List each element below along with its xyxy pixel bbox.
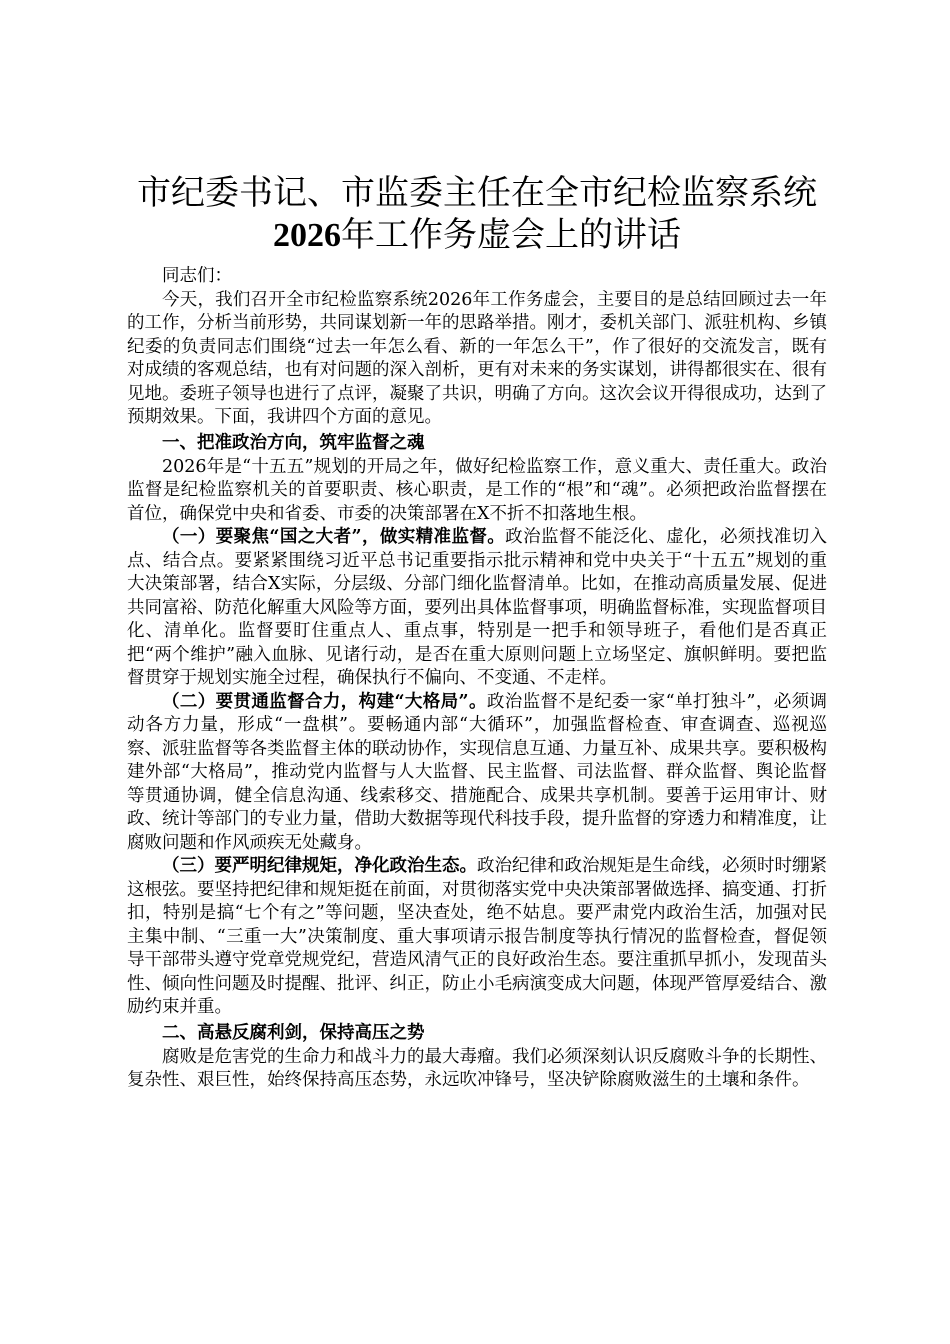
title-line-1: 市纪委书记、市监委主任在全市纪检监察系统 [137,173,817,213]
document-title [127,172,827,257]
section-1-intro: 2026年是“十五五”规划的开局之年，做好纪检监察工作，意义重大、责任重大。政治监督是纪检监察机关的首要职责、核心职责，是工作的“根”和“魂”。必须把政治监督摆在首位，确保党中央和省委、市委的决策部署在X不折不扣落地生根。 [127,456,827,524]
subsection-3-title: （三）要严明纪律规矩，净化政治生态。 [162,856,477,876]
section-2-heading: 二、高悬反腐利剑，保持高压之势 [162,1022,425,1043]
subsection-1-title: （一）要聚焦“国之大者”，做实精准监督。 [162,527,506,547]
subsection-2 [127,691,827,856]
subsection-2-title: （二）要贯通监督合力，构建“大格局”。 [162,691,487,712]
title-line-2: 年工作务虚会上的讲话 [341,215,681,255]
subsection-3-text: 政治纪律和政治规矩是生命线，必须时时绷紧这根弦。要坚持把纪律和规矩挺在前面，对贯彻落实党中央决策部署做选择、搞变通、打折扣，特别是搞“七个有之”等问题，坚决查处，绝不姑息。要严肃党内政治生活，加强对民主集中制、“三重一大”决策制度、重大事项请示报告制度等执行情况的监督检查，督促领导干部带头遵守党章党规党纪，营造风清气正的良好政治生态。要注重抓早抓小，发现苗头性、倾向性问题及时提醒、批评、纠正，防止小毛病演变成大问题，体现严管厚爱结合、激励约束并重。 [127,856,827,1017]
subsection-1 [127,526,827,691]
salutation: 同志们： [162,266,232,286]
section-2-intro: 腐败是危害党的生命力和战斗力的最大毒瘤。我们必须深刻认识反腐败斗争的长期性、复杂性、艰巨性，始终保持高压态势，永远吹冲锋号，坚决铲除腐败滋生的土壤和条件。 [127,1046,827,1090]
subsection-3 [127,855,827,1020]
section-1-heading: 一、把准政治方向，筑牢监督之魂 [162,432,425,453]
document-body [127,265,827,1093]
intro-paragraph: 今天，我们召开全市纪检监察系统2026年工作务虚会，主要目的是总结回顾过去一年的工作，分析当前形势，共同谋划新一年的思路举措。刚才，委机关部门、派驻机构、乡镇纪委的负责同志们围绕“过去一年怎么看、新的一年怎么干”，作了很好的交流发言，既有对成绩的客观总结，也有对问题的深入剖析，更有对未来的务实谋划，讲得都很实在、很有见地。委班子领导也进行了点评，凝聚了共识，明确了方向。这次会议开得很成功，达到了预期效果。下面，我讲四个方面的意见。 [127,289,827,427]
document-page [127,172,827,1093]
title-year: 2026 [273,217,341,254]
subsection-2-text: 政治监督不是纪委一家“单打独斗”，必须调动各方力量，形成“一盘棋”。要畅通内部“大循环”，加强监督检查、审查调查、巡视巡察、派驻监督等各类监督主体的联动协作，实现信息互通、力量互补、成果共享。要积极构建外部“大格局”，推动党内监督与人大监督、民主监督、司法监督、群众监督、舆论监督等贯通协调，健全信息沟通、线索移交、措施配合、成果共享机制。要善于运用审计、财政、统计等部门的专业力量，借助大数据等现代科技手段，提升监督的穿透力和精准度，让腐败问题和作风顽疾无处藏身。 [127,691,827,853]
subsection-1-text: 政治监督不能泛化、虚化，必须找准切入点、结合点。要紧紧围绕习近平总书记重要指示批示精神和党中央关于“十五五”规划的重大决策部署，结合X实际，分层级、分部门细化监督清单。比如，在推动高质量发展、促进共同富裕、防范化解重大风险等方面，要列出具体监督事项，明确监督标准，实现监督项目化、清单化。监督要盯住重点人、重点事，特别是一把手和领导班子，看他们是否真正把“两个维护”融入血脉、见诸行动，是否在重大原则问题上立场坚定、旗帜鲜明。要把监督贯穿于规划实施全过程，确保执行不偏向、不变通、不走样。 [127,527,827,688]
